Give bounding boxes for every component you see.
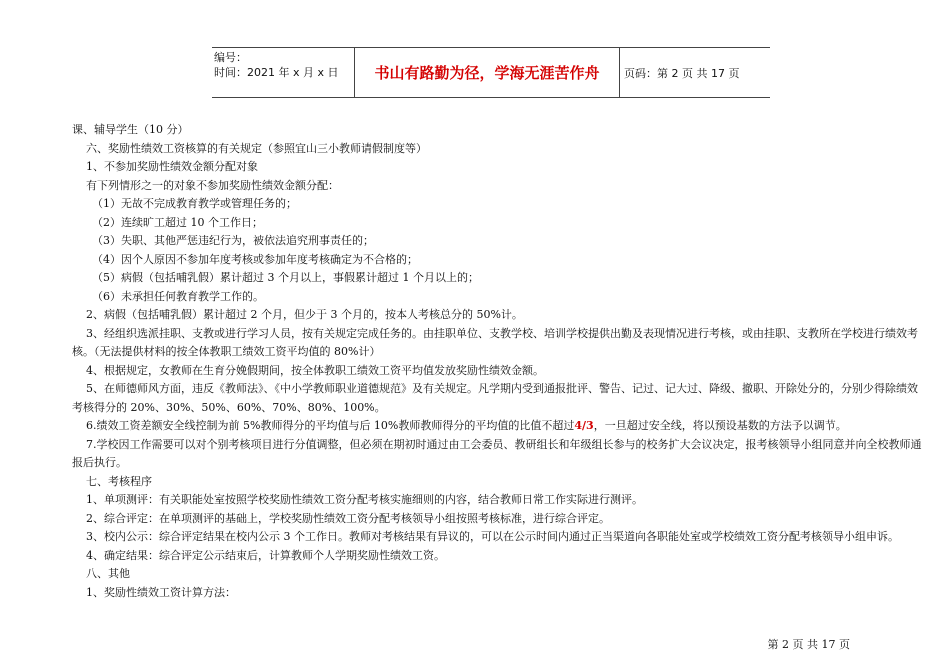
list-item: （2）连续旷工超过 10 个工作日； [92,215,263,229]
list-item: （1）无故不完成教育教学或管理任务的； [92,197,297,210]
paragraph: 课、辅导学生（10 分） [72,123,189,136]
paragraph: 2、综合评定：在单项测评的基础上，学校奖励性绩效工资分配考核领导小组按照考核标准，进行综合评定。 [86,511,610,525]
list-item: （6）未承担任何教育教学工作的。 [92,289,264,303]
paragraph: 3、校内公示：综合评定结果在校内公示 3 个工作日。教师对考核结果有异议的，可以在公示时间内通过正当渠道向各职能处室或学校绩效工资分配考核领导小组申诉。 [86,530,899,543]
section-heading: 七、考核程序 [86,474,152,488]
paragraph: 4、确定结果：综合评定公示结束后，计算教师个人学期奖励性绩效工资。 [86,548,445,562]
paragraph: 1、单项测评：有关职能处室按照学校奖励性绩效工资分配考核实施细则的内容，结合教师日常工作实际进行测评。 [86,493,643,506]
paragraph: 有下列情形之一的对象不参加奖励性绩效金额分配： [86,178,339,192]
paragraph: 3、经组织选派挂职、支教或进行学习人员，按有关规定完成任务的。由挂职单位、支教学校、培训学校提供出勤及表现情况进行考核，或由挂职、支教所在学校进行绩效考核。（无法提供材料的按全体教职工绩效工资平均值的 80%计） [72,326,918,358]
header-motto: 书山有路勤为径，学海无涯苦作舟 [355,48,620,97]
section-heading: 六、奖励性绩效工资核算的有关规定（参照宜山三小教师请假制度等） [86,141,427,155]
paragraph-text: ，一旦超过安全线，将以预设基数的方法予以调节。 [593,419,847,432]
ratio-highlight: 4/3 [574,419,594,432]
header-time: 时间：2021 年 x 月 x 日 [214,66,339,79]
section-heading: 八、其他 [86,567,130,580]
paragraph: 5、在师德师风方面，违反《教师法》、《中小学教师职业道德规范》及有关规定。凡学期内受到通报批评、警告、记过、记大过、降级、撤职、开除处分的，分别少得除绩效考核得分的 20%、30%、50%、60%、70%、80%、100%。 [72,382,918,414]
paragraph-text: 6.绩效工资差额安全线控制为前 5%教师得分的平均值与后 10%教师教师得分的平均值的比值不超过 [86,419,575,432]
list-item: （4）因个人原因不参加年度考核或参加年度考核确定为不合格的； [92,252,418,266]
paragraph: 1、奖励性绩效工资计算方法： [86,585,236,599]
subsection-heading: 1、不参加奖励性绩效金额分配对象 [86,160,258,173]
paragraph: 4、根据规定，女教师在生育分娩假期间，按全体教职工绩效工资平均值发放奖励性绩效金额。 [86,363,544,377]
header-page-number: 页码：第 2 页 共 17 页 [624,66,740,80]
header-meta [212,48,355,97]
list-item: （5）病假（包括哺乳假）累计超过 3 个月以上，事假累计超过 1 个月以上的； [92,271,479,284]
header-number: 编号： [214,51,247,64]
list-item: （3）失职、其他严惩违纪行为，被依法追究刑事责任的； [92,234,374,247]
paragraph: 2、病假（包括哺乳假）累计超过 2 个月，但少于 3 个月的，按本人考核总分的 50%计。 [86,308,523,321]
document-body [72,121,922,602]
document-header [212,47,770,98]
paragraph [72,417,922,436]
paragraph: 7.学校因工作需要可以对个别考核项目进行分值调整，但必须在期初时通过由工会委员、教研组长和年级组长参与的校务扩大会议决定，报考核领导小组同意并向全校教师通报后执行。 [72,437,922,469]
page-footer: 第 2 页 共 17 页 [767,638,850,651]
